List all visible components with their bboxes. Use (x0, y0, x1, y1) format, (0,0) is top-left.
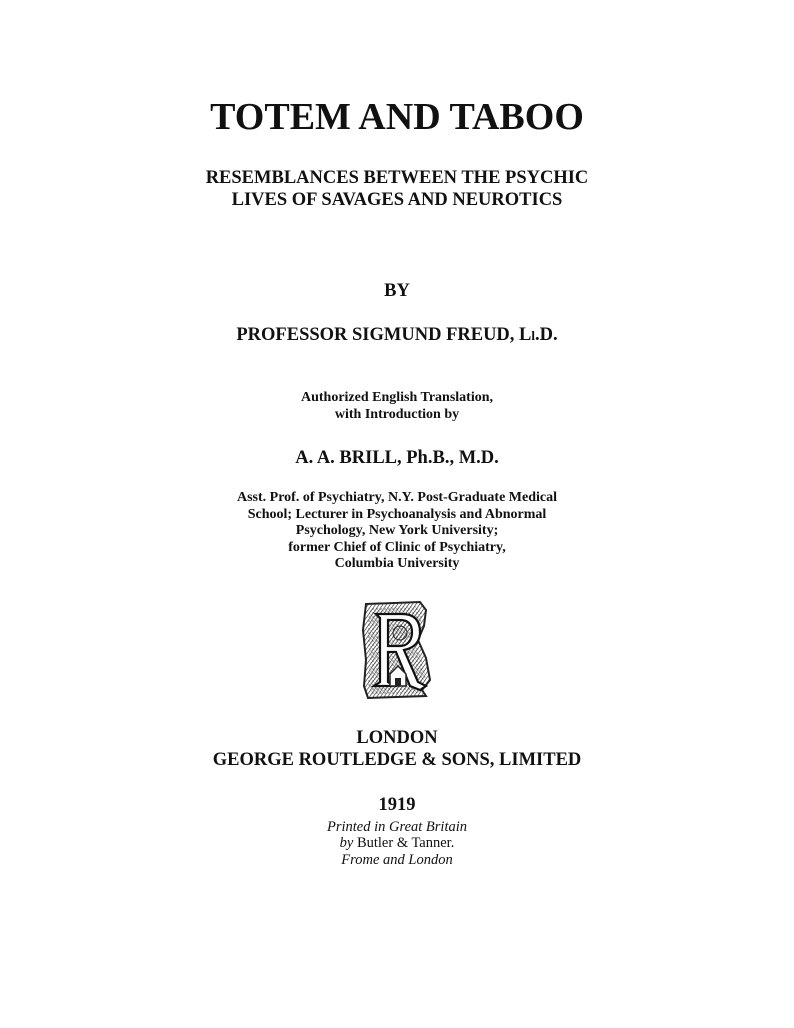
publisher-r-emblem-icon (360, 600, 434, 700)
author-degree-end: .D. (535, 325, 558, 345)
publication-year: 1919 (378, 795, 416, 815)
credential-line: former Chief of Clinic of Psychiatry, (288, 540, 506, 555)
credential-line: Columbia University (334, 556, 460, 571)
printer-line-2 (0, 836, 794, 851)
credential-line: Asst. Prof. of Psychiatry, N.Y. Post-Graduate Medical (236, 490, 558, 505)
printer-by: by (339, 835, 354, 851)
translation-note-line-2: with Introduction by (334, 407, 460, 422)
translator-name: A. A. BRILL, Ph.B., M.D. (295, 448, 499, 468)
printer-name: Butler & Tanner. (353, 835, 455, 851)
by-line: BY (384, 281, 410, 301)
author-name-main: PROFESSOR SIGMUND FREUD, L (236, 325, 532, 345)
book-title: TOTEM AND TABOO (210, 96, 584, 138)
imprint-publisher: GEORGE ROUTLEDGE & SONS, LIMITED (212, 750, 582, 770)
printer-line-3: Frome and London (341, 852, 453, 868)
subtitle-line-2: LIVES OF SAVAGES AND NEUROTICS (231, 190, 563, 210)
author-name (0, 326, 794, 345)
author-degree-small: l (531, 328, 535, 343)
credential-line: School; Lecturer in Psychoanalysis and Abnormal (247, 507, 547, 522)
printer-line-1: Printed in Great Britain (326, 819, 468, 835)
credential-line: Psychology, New York University; (295, 523, 499, 538)
subtitle-line-1: RESEMBLANCES BETWEEN THE PSYCHIC (205, 168, 589, 188)
translation-note-line-1: Authorized English Translation, (300, 390, 494, 405)
imprint-city: LONDON (356, 728, 438, 748)
